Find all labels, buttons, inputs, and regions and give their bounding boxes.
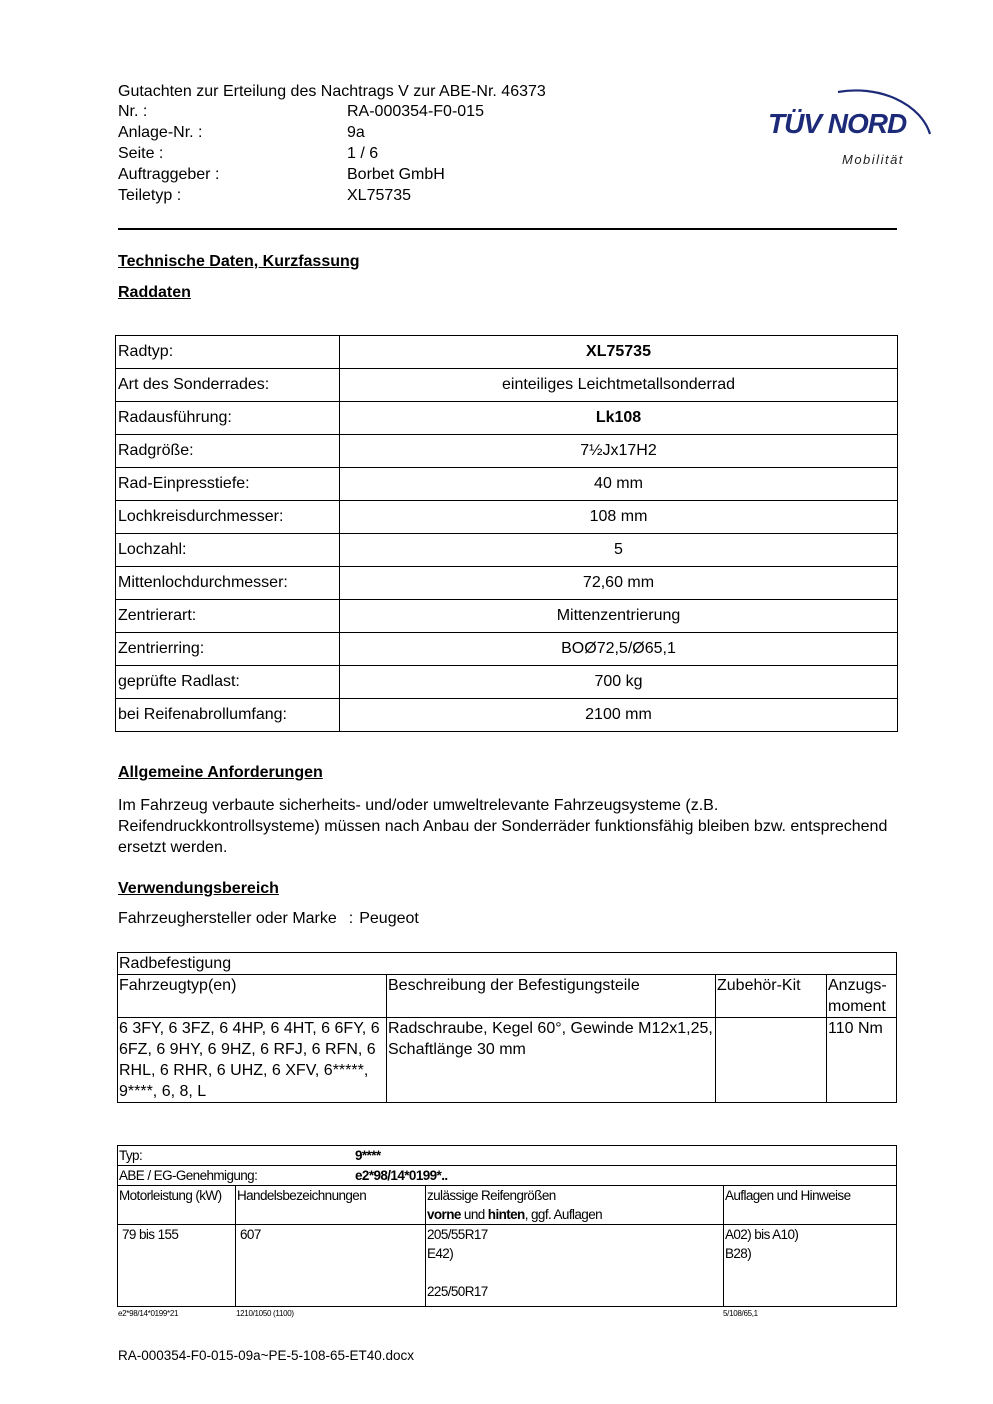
heading-verwendungsbereich: Verwendungsbereich xyxy=(118,880,279,897)
header-value: XL75735 xyxy=(347,187,412,204)
header-row-seite xyxy=(118,144,378,164)
note-2: B28) xyxy=(725,1246,752,1261)
spacer xyxy=(427,1263,722,1282)
reifen-hinten: hinten xyxy=(487,1207,525,1222)
typ-label: Typ: xyxy=(119,1148,143,1163)
cell-fahrzeugtypen: 6 3FY, 6 3FZ, 6 4HP, 6 4HT, 6 6FY, 6 6FZ, 6 9HY, 6 9HZ, 6 RFJ, 6 RFN, 6 RHL, 6 RHR, 6 UHZ, 6 XFV, 6*****, 9****, 6, 8, L xyxy=(118,1018,387,1103)
raddaten-key: Radtyp: xyxy=(116,336,340,369)
raddaten-value: 40 mm xyxy=(340,468,898,501)
table-row xyxy=(116,666,898,699)
raddaten-key: Art des Sonderrades: xyxy=(116,369,340,402)
header-label: Teiletyp : xyxy=(118,187,182,204)
raddaten-value: 2100 mm xyxy=(340,699,898,732)
header-reifengroessen xyxy=(426,1186,724,1225)
raddaten-key: geprüfte Radlast: xyxy=(116,666,340,699)
manufacturer-value: Peugeot xyxy=(359,910,419,927)
heading-raddaten: Raddaten xyxy=(118,284,191,301)
table-row xyxy=(116,534,898,567)
reifen-header-line2 xyxy=(427,1205,722,1224)
raddaten-value: Mittenzentrierung xyxy=(340,600,898,633)
table-row xyxy=(116,402,898,435)
table-row xyxy=(116,567,898,600)
raddaten-key: Radgröße: xyxy=(116,435,340,468)
raddaten-value: 108 mm xyxy=(340,501,898,534)
raddaten-value: Lk108 xyxy=(340,402,898,435)
tire-size-2: 225/50R17 xyxy=(427,1284,488,1299)
header-zubehoer-kit: Zubehör-Kit xyxy=(716,975,827,1018)
typ-cell xyxy=(118,1146,897,1166)
raddaten-key: bei Reifenabrollumfang: xyxy=(116,699,340,732)
allgemein-paragraph: Im Fahrzeug verbaute sicherheits- und/oder umweltrelevante Fahrzeugsysteme (z.B. Reifendruckkontrollsysteme) müssen nach Anbau der Sonderräder funktionsfähig bleiben bzw. entsprechend ersetzt werden. xyxy=(118,797,888,856)
header-row-teiletyp xyxy=(118,186,411,206)
header-divider xyxy=(118,228,897,230)
typ-value: 9**** xyxy=(355,1148,381,1163)
small-weight-code: 1210/1050 (1100) xyxy=(236,1309,294,1318)
logo-subtitle: Mobilität xyxy=(842,152,904,167)
raddaten-value: BOØ72,5/Ø65,1 xyxy=(340,633,898,666)
raddaten-key: Lochzahl: xyxy=(116,534,340,567)
raddaten-key: Zentrierart: xyxy=(116,600,340,633)
raddaten-key: Radausführung: xyxy=(116,402,340,435)
raddaten-value: einteiliges Leichtmetallsonderrad xyxy=(340,369,898,402)
table-row xyxy=(116,336,898,369)
cell-reifen xyxy=(426,1225,724,1307)
table-row xyxy=(116,699,898,732)
header-fahrzeugtyp: Fahrzeugtyp(en) xyxy=(118,975,387,1018)
header-auflagen: Auflagen und Hinweise xyxy=(724,1186,897,1225)
header-motorleistung: Motorleistung (kW) xyxy=(118,1186,236,1225)
reifen-auflagen: , ggf. Auflagen xyxy=(524,1207,603,1222)
header-row-anlage xyxy=(118,123,365,143)
cell-zubehoer-kit xyxy=(716,1018,827,1103)
header-value: 9a xyxy=(347,124,365,141)
manufacturer-label: Fahrzeughersteller oder Marke xyxy=(118,910,337,927)
table-row xyxy=(116,633,898,666)
table-row xyxy=(118,1018,897,1103)
cell-auflagen xyxy=(724,1225,897,1307)
note-1: A02) bis A10) xyxy=(725,1227,799,1242)
small-bolt-code: 5/108/65,1 xyxy=(723,1309,758,1318)
document-title: Gutachten zur Erteilung des Nachtrags V zur ABE-Nr. 46373 xyxy=(118,83,546,100)
header-value: 1 / 6 xyxy=(347,145,379,162)
cell-anzugsmoment: 110 Nm xyxy=(827,1018,897,1103)
reifen-header-line1: zulässige Reifengrößen xyxy=(427,1188,556,1203)
heading-technische-daten: Technische Daten, Kurzfassung xyxy=(118,253,360,270)
abe-cell xyxy=(118,1166,897,1186)
header-label: Auftraggeber : xyxy=(118,166,220,183)
table-row xyxy=(116,600,898,633)
header-handelsbezeichnungen: Handelsbezeichnungen xyxy=(236,1186,426,1225)
radbefestigung-table xyxy=(117,952,897,1103)
raddaten-table xyxy=(115,335,898,732)
header-beschreibung: Beschreibung der Befestigungsteile xyxy=(387,975,716,1018)
tire-note-1: E42) xyxy=(427,1246,454,1261)
table-row xyxy=(118,1225,897,1307)
header-row-auftraggeber xyxy=(118,165,445,185)
cell-motorleistung: 79 bis 155 xyxy=(118,1225,236,1307)
logo-wordmark: TÜV NORD xyxy=(768,108,907,139)
manufacturer-separator: : xyxy=(348,910,354,927)
abe-value: e2*98/14*0199*.. xyxy=(355,1168,448,1183)
header-value: RA-000354-F0-015 xyxy=(347,103,484,120)
table-row xyxy=(116,501,898,534)
raddaten-key: Zentrierring: xyxy=(116,633,340,666)
table-row xyxy=(118,1166,897,1186)
header-value: Borbet GmbH xyxy=(347,166,445,183)
raddaten-value: 7½Jx17H2 xyxy=(340,435,898,468)
table-row xyxy=(116,468,898,501)
footer-filename: RA-000354-F0-015-09a~PE-5-108-65-ET40.docx xyxy=(118,1348,415,1363)
header-label: Anlage-Nr. : xyxy=(118,124,203,141)
cell-beschreibung: Radschraube, Kegel 60°, Gewinde M12x1,25, Schaftlänge 30 mm xyxy=(387,1018,716,1103)
cell-handelsbezeichnung: 607 xyxy=(236,1225,426,1307)
reifen-vorne: vorne xyxy=(427,1207,461,1222)
tuv-nord-logo xyxy=(760,56,950,176)
header-label: Nr. : xyxy=(118,103,148,120)
raddaten-value: 5 xyxy=(340,534,898,567)
raddaten-key: Lochkreisdurchmesser: xyxy=(116,501,340,534)
header-label: Seite : xyxy=(118,145,164,162)
vehicle-table xyxy=(117,1145,897,1307)
reifen-und: und xyxy=(460,1207,488,1222)
table-row xyxy=(116,435,898,468)
table-row xyxy=(118,953,897,975)
header-row-nr xyxy=(118,102,484,122)
small-approval-code: e2*98/14*0199*21 xyxy=(118,1309,179,1318)
raddaten-key: Mittenlochdurchmesser: xyxy=(116,567,340,600)
radbefestigung-title: Radbefestigung xyxy=(118,953,897,975)
raddaten-value: 700 kg xyxy=(340,666,898,699)
heading-allgemeine-anforderungen: Allgemeine Anforderungen xyxy=(118,764,323,781)
table-row xyxy=(118,1146,897,1166)
manufacturer-line xyxy=(118,910,419,928)
tire-size-1: 205/55R17 xyxy=(427,1227,488,1242)
abe-label: ABE / EG-Genehmigung: xyxy=(119,1168,258,1183)
header-anzugsmoment: Anzugs-moment xyxy=(827,975,897,1018)
table-row xyxy=(118,975,897,1018)
raddaten-key: Rad-Einpresstiefe: xyxy=(116,468,340,501)
raddaten-value: XL75735 xyxy=(340,336,898,369)
raddaten-value: 72,60 mm xyxy=(340,567,898,600)
table-row xyxy=(116,369,898,402)
table-row xyxy=(118,1186,897,1225)
